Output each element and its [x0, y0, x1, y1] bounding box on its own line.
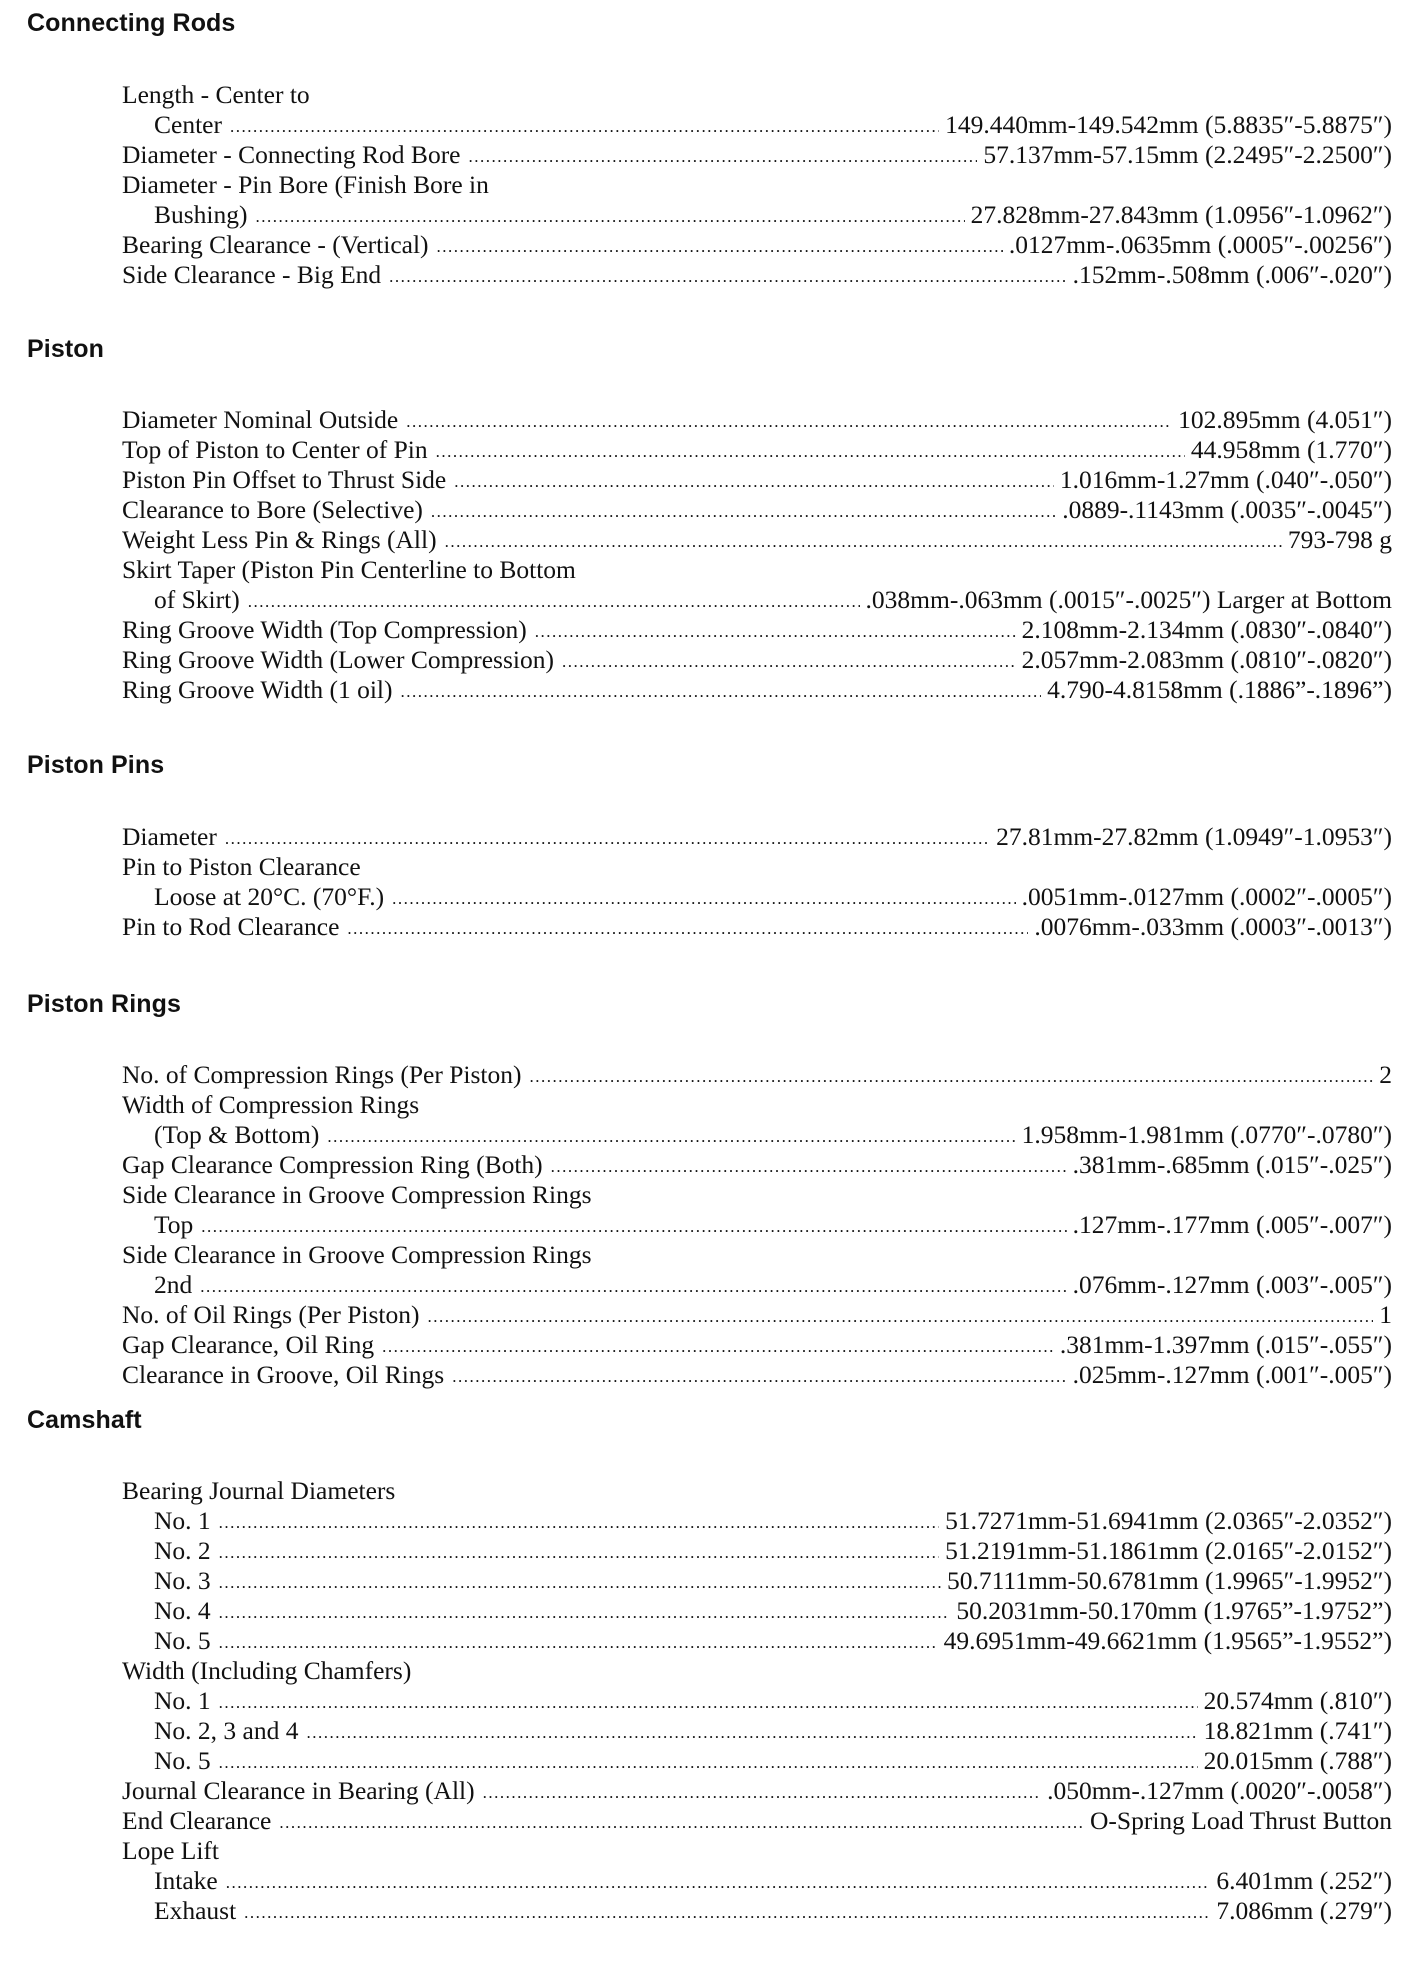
leader-dots — [219, 1535, 939, 1568]
spec-row — [122, 645, 1392, 675]
spec-label: No. 5 — [154, 1626, 211, 1655]
spec-row — [122, 80, 1392, 110]
leader-dots — [431, 494, 1056, 527]
spec-value: 51.7271mm-51.6941mm (2.0365″-2.0352″) — [945, 1506, 1392, 1535]
spec-value: 7.086mm (.279″) — [1216, 1896, 1392, 1925]
spec-value: 1 — [1379, 1300, 1392, 1329]
spec-value: .0076mm-.033mm (.0003″-.0013″) — [1034, 912, 1392, 941]
spec-label: No. of Compression Rings (Per Piston) — [122, 1060, 522, 1089]
leader-dots — [454, 464, 1054, 497]
leader-dots — [347, 911, 1028, 944]
spec-label: Pin to Rod Clearance — [122, 912, 340, 941]
spec-value: 149.440mm-149.542mm (5.8835″-5.8875″) — [945, 110, 1392, 139]
spec-value: .152mm-.508mm (.006″-.020″) — [1072, 260, 1392, 289]
spec-label: Bushing) — [154, 200, 248, 229]
spec-value: 51.2191mm-51.1861mm (2.0165″-2.0152″) — [945, 1536, 1392, 1565]
spec-row — [122, 260, 1392, 290]
spec-row — [122, 912, 1392, 942]
leader-dots — [530, 1059, 1374, 1092]
spec-value: 20.015mm (.788″) — [1203, 1746, 1392, 1775]
leader-dots — [256, 199, 965, 232]
section-title-piston-rings: Piston Rings — [27, 990, 181, 1018]
spec-row — [122, 1686, 1392, 1716]
leader-dots — [219, 1685, 1198, 1718]
spec-value: 27.81mm-27.82mm (1.0949″-1.0953″) — [996, 822, 1392, 851]
leader-dots — [219, 1565, 941, 1598]
spec-label: Lope Lift — [122, 1836, 220, 1865]
leader-dots — [248, 584, 860, 617]
spec-row — [122, 585, 1392, 615]
spec-value: .038mm-.063mm (.0015″-.0025″) Larger at Bottom — [865, 585, 1392, 614]
spec-value: .050mm-.127mm (.0020″-.0058″) — [1047, 1776, 1392, 1805]
spec-row — [122, 1210, 1392, 1240]
spec-row — [122, 140, 1392, 170]
spec-row — [122, 1270, 1392, 1300]
section-piston-pins — [122, 822, 1392, 942]
spec-label: Top of Piston to Center of Pin — [122, 435, 428, 464]
spec-label: Exhaust — [154, 1896, 237, 1925]
spec-row — [122, 1240, 1392, 1270]
spec-row — [122, 525, 1392, 555]
spec-value: .0889-.1143mm (.0035″-.0045″) — [1062, 495, 1392, 524]
spec-label: Gap Clearance, Oil Ring — [122, 1330, 375, 1359]
spec-label: Ring Groove Width (Top Compression) — [122, 615, 527, 644]
spec-row — [122, 1716, 1392, 1746]
spec-row — [122, 1120, 1392, 1150]
section-piston — [122, 405, 1392, 705]
spec-row — [122, 675, 1392, 705]
spec-label: Ring Groove Width (1 oil) — [122, 675, 393, 704]
spec-label: Weight Less Pin & Rings (All) — [122, 525, 437, 554]
section-title-piston-pins: Piston Pins — [27, 751, 165, 779]
spec-value: 2 — [1379, 1060, 1392, 1089]
spec-row — [122, 1090, 1392, 1120]
spec-row — [122, 110, 1392, 140]
spec-row — [122, 435, 1392, 465]
spec-value: 6.401mm (.252″) — [1216, 1866, 1392, 1895]
spec-row — [122, 170, 1392, 200]
section-connecting-rods — [122, 80, 1392, 290]
spec-value: 50.2031mm-50.170mm (1.9765”-1.9752”) — [956, 1596, 1392, 1625]
spec-value: 2.057mm-2.083mm (.0810″-.0820″) — [1021, 645, 1392, 674]
leader-dots — [551, 1149, 1067, 1182]
spec-row — [122, 1866, 1392, 1896]
spec-row — [122, 465, 1392, 495]
leader-dots — [436, 434, 1185, 467]
spec-row — [122, 405, 1392, 435]
spec-value: 44.958mm (1.770″) — [1190, 435, 1392, 464]
spec-label: Bearing Clearance - (Vertical) — [122, 230, 429, 259]
leader-dots — [244, 1895, 1210, 1928]
spec-label: End Clearance — [122, 1806, 272, 1835]
leader-dots — [279, 1805, 1084, 1838]
spec-value: 102.895mm (4.051″) — [1178, 405, 1392, 434]
spec-label: No. 4 — [154, 1596, 211, 1625]
spec-value: 18.821mm (.741″) — [1203, 1716, 1392, 1745]
spec-row — [122, 1330, 1392, 1360]
spec-row — [122, 1150, 1392, 1180]
spec-row — [122, 1476, 1392, 1506]
leader-dots — [225, 821, 990, 854]
leader-dots — [469, 139, 978, 172]
spec-row — [122, 1566, 1392, 1596]
spec-row — [122, 495, 1392, 525]
spec-value: .127mm-.177mm (.005″-.007″) — [1072, 1210, 1392, 1239]
spec-label: No. 1 — [154, 1686, 211, 1715]
spec-label: Center — [154, 110, 222, 139]
section-title-connecting-rods: Connecting Rods — [27, 9, 236, 37]
spec-row — [122, 230, 1392, 260]
section-title-camshaft: Camshaft — [27, 1406, 142, 1434]
spec-label: (Top & Bottom) — [154, 1120, 320, 1149]
leader-dots — [219, 1625, 938, 1658]
leader-dots — [445, 524, 1282, 557]
spec-label: 2nd — [154, 1270, 193, 1299]
spec-label: Skirt Taper (Piston Pin Centerline to Bottom — [122, 555, 576, 584]
spec-label: Width of Compression Rings — [122, 1090, 420, 1119]
spec-row — [122, 615, 1392, 645]
spec-row — [122, 1626, 1392, 1656]
spec-label: of Skirt) — [154, 585, 240, 614]
spec-row — [122, 852, 1392, 882]
spec-label: Journal Clearance in Bearing (All) — [122, 1776, 475, 1805]
spec-value: 50.7111mm-50.6781mm (1.9965″-1.9952″) — [946, 1566, 1392, 1595]
spec-label: No. 1 — [154, 1506, 211, 1535]
spec-label: Width (Including Chamfers) — [122, 1656, 412, 1685]
leader-dots — [406, 404, 1172, 437]
spec-value: .025mm-.127mm (.001″-.005″) — [1072, 1360, 1392, 1389]
spec-row — [122, 1536, 1392, 1566]
spec-row — [122, 1360, 1392, 1390]
spec-row — [122, 1506, 1392, 1536]
spec-label: Side Clearance in Groove Compression Rings — [122, 1180, 592, 1209]
spec-value: 20.574mm (.810″) — [1203, 1686, 1392, 1715]
spec-row — [122, 1806, 1392, 1836]
spec-row — [122, 1746, 1392, 1776]
spec-label: No. 3 — [154, 1566, 211, 1595]
spec-value: 27.828mm-27.843mm (1.0956″-1.0962″) — [970, 200, 1392, 229]
spec-label: Side Clearance in Groove Compression Rings — [122, 1240, 592, 1269]
spec-value: O-Spring Load Thrust Button — [1090, 1806, 1392, 1835]
spec-value: .381mm-.685mm (.015″-.025″) — [1072, 1150, 1392, 1179]
spec-value: 49.6951mm-49.6621mm (1.9565”-1.9552”) — [943, 1626, 1392, 1655]
leader-dots — [219, 1745, 1198, 1778]
spec-label: Top — [154, 1210, 194, 1239]
spec-label: No. 2, 3 and 4 — [154, 1716, 299, 1745]
leader-dots — [226, 1865, 1211, 1898]
spec-label: Bearing Journal Diameters — [122, 1476, 396, 1505]
spec-row — [122, 882, 1392, 912]
spec-label: No. of Oil Rings (Per Piston) — [122, 1300, 420, 1329]
spec-value: .381mm-1.397mm (.015″-.055″) — [1059, 1330, 1392, 1359]
leader-dots — [562, 644, 1016, 677]
leader-dots — [392, 881, 1015, 914]
leader-dots — [382, 1329, 1054, 1362]
spec-label: Clearance in Groove, Oil Rings — [122, 1360, 445, 1389]
spec-value: 1.958mm-1.981mm (.0770″-.0780″) — [1021, 1120, 1392, 1149]
spec-label: Diameter - Pin Bore (Finish Bore in — [122, 170, 489, 199]
spec-label: Gap Clearance Compression Ring (Both) — [122, 1150, 543, 1179]
leader-dots — [483, 1775, 1041, 1808]
spec-value: .076mm-.127mm (.003″-.005″) — [1072, 1270, 1392, 1299]
section-piston-rings — [122, 1060, 1392, 1390]
spec-value: 4.790-4.8158mm (.1886”-.1896”) — [1047, 675, 1392, 704]
spec-label: Ring Groove Width (Lower Compression) — [122, 645, 554, 674]
leader-dots — [201, 1209, 1066, 1242]
spec-label: Length - Center to — [122, 80, 310, 109]
spec-row — [122, 1896, 1392, 1926]
leader-dots — [200, 1269, 1066, 1302]
leader-dots — [327, 1119, 1015, 1152]
leader-dots — [230, 109, 939, 142]
spec-row — [122, 1180, 1392, 1210]
leader-dots — [452, 1359, 1066, 1392]
spec-value: 1.016mm-1.27mm (.040″-.050″) — [1059, 465, 1392, 494]
spec-label: Clearance to Bore (Selective) — [122, 495, 423, 524]
spec-row — [122, 1596, 1392, 1626]
spec-label: Loose at 20°C. (70°F.) — [154, 882, 385, 911]
section-camshaft — [122, 1476, 1392, 1926]
leader-dots — [306, 1715, 1197, 1748]
spec-label: Piston Pin Offset to Thrust Side — [122, 465, 447, 494]
leader-dots — [389, 259, 1066, 292]
spec-label: Diameter Nominal Outside — [122, 405, 399, 434]
leader-dots — [428, 1299, 1374, 1332]
leader-dots — [219, 1505, 939, 1538]
spec-label: Diameter - Connecting Rod Bore — [122, 140, 461, 169]
spec-value: 57.137mm-57.15mm (2.2495″-2.2500″) — [983, 140, 1392, 169]
spec-value: .0127mm-.0635mm (.0005″-.00256″) — [1008, 230, 1392, 259]
spec-value: 793-798 g — [1287, 525, 1392, 554]
spec-label: Diameter — [122, 822, 217, 851]
section-title-piston: Piston — [27, 335, 104, 363]
spec-row — [122, 555, 1392, 585]
leader-dots — [535, 614, 1016, 647]
spec-value: .0051mm-.0127mm (.0002″-.0005″) — [1021, 882, 1392, 911]
spec-label: Side Clearance - Big End — [122, 260, 382, 289]
leader-dots — [219, 1595, 951, 1628]
spec-row — [122, 1836, 1392, 1866]
spec-label: No. 2 — [154, 1536, 211, 1565]
spec-row — [122, 200, 1392, 230]
spec-row — [122, 1656, 1392, 1686]
spec-value: 2.108mm-2.134mm (.0830″-.0840″) — [1021, 615, 1392, 644]
spec-label: Pin to Piston Clearance — [122, 852, 361, 881]
leader-dots — [437, 229, 1003, 262]
spec-row — [122, 822, 1392, 852]
spec-label: No. 5 — [154, 1746, 211, 1775]
leader-dots — [400, 674, 1041, 707]
spec-row — [122, 1300, 1392, 1330]
spec-label: Intake — [154, 1866, 218, 1895]
spec-row — [122, 1060, 1392, 1090]
spec-row — [122, 1776, 1392, 1806]
